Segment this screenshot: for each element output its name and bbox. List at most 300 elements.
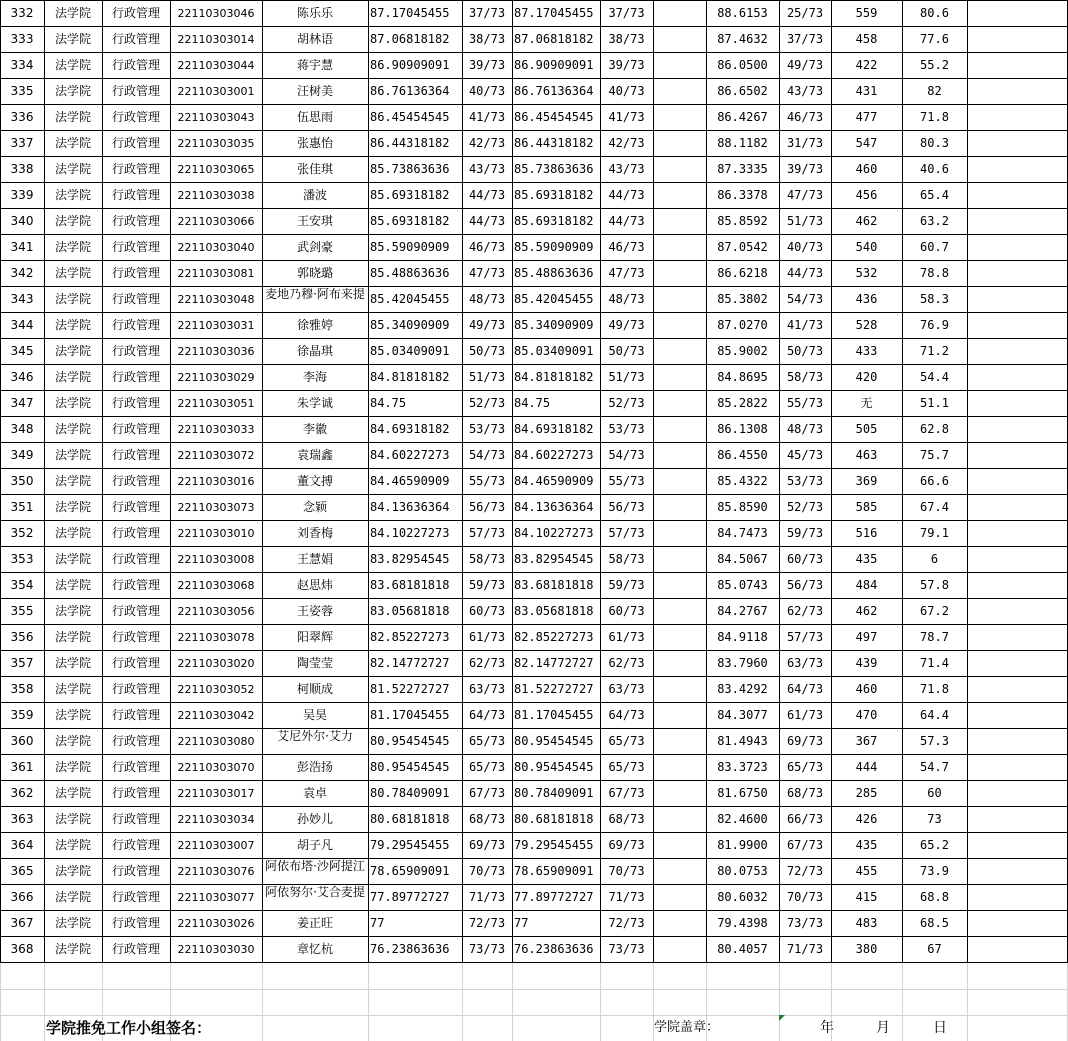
college-cell[interactable]: 法学院 (54, 396, 91, 410)
empty-cell[interactable] (967, 859, 1068, 885)
rank-2-cell[interactable]: 59/73 (608, 578, 645, 592)
rank-3-cell[interactable]: 43/73 (786, 84, 824, 98)
major-cell[interactable]: 行政管理 (111, 942, 160, 956)
rank-1-cell[interactable]: 49/73 (468, 318, 506, 332)
empty-cell[interactable] (967, 27, 1068, 53)
score-1-cell[interactable]: 85.42045455 (370, 292, 450, 306)
score-3-cell[interactable]: 84.9118 (717, 630, 768, 644)
blank-cell[interactable] (653, 443, 706, 469)
blank-cell[interactable] (653, 599, 706, 625)
row-number-cell[interactable]: 353 (10, 552, 34, 566)
student-id-cell[interactable]: 22110303001 (177, 85, 255, 98)
student-id-cell[interactable]: 22110303007 (177, 839, 255, 852)
empty-cell[interactable] (967, 157, 1068, 183)
score-2-cell[interactable]: 81.17045455 (514, 708, 594, 722)
score-1-cell[interactable]: 85.73863636 (370, 162, 450, 176)
extra-score-cell[interactable]: 66.6 (920, 474, 949, 488)
cet-score-cell[interactable]: 528 (855, 318, 878, 332)
name-cell[interactable]: 武剑豪 (296, 240, 333, 254)
major-cell[interactable]: 行政管理 (111, 760, 160, 774)
blank-cell[interactable] (653, 235, 706, 261)
major-cell[interactable]: 行政管理 (111, 422, 160, 436)
rank-3-cell[interactable]: 61/73 (786, 708, 824, 722)
student-id-cell[interactable]: 22110303051 (177, 397, 255, 410)
score-2-cell[interactable]: 82.14772727 (514, 656, 594, 670)
college-cell[interactable]: 法学院 (54, 786, 91, 800)
score-2-cell[interactable]: 85.34090909 (514, 318, 594, 332)
score-1-cell[interactable]: 83.82954545 (370, 552, 450, 566)
cet-score-cell[interactable]: 477 (855, 110, 878, 124)
row-number-cell[interactable]: 340 (10, 214, 34, 228)
college-cell[interactable]: 法学院 (54, 656, 91, 670)
score-1-cell[interactable]: 78.65909091 (370, 864, 450, 878)
row-number-cell[interactable]: 360 (10, 734, 34, 748)
rank-1-cell[interactable]: 73/73 (468, 942, 506, 956)
row-number-cell[interactable]: 356 (10, 630, 34, 644)
major-cell[interactable]: 行政管理 (111, 734, 160, 748)
score-2-cell[interactable]: 78.65909091 (514, 864, 594, 878)
rank-3-cell[interactable]: 37/73 (786, 32, 824, 46)
name-cell[interactable]: 潘波 (302, 188, 327, 202)
score-1-cell[interactable]: 80.78409091 (370, 786, 450, 800)
empty-cell[interactable] (967, 261, 1068, 287)
score-2-cell[interactable]: 80.78409091 (514, 786, 594, 800)
row-number-cell[interactable]: 349 (10, 448, 34, 462)
extra-score-cell[interactable]: 79.1 (920, 526, 949, 540)
score-1-cell[interactable]: 80.68181818 (370, 812, 450, 826)
name-cell[interactable]: 伍思雨 (296, 110, 333, 124)
rank-1-cell[interactable]: 42/73 (468, 136, 506, 150)
college-cell[interactable]: 法学院 (54, 136, 91, 150)
rank-3-cell[interactable]: 40/73 (786, 240, 824, 254)
college-cell[interactable]: 法学院 (54, 474, 91, 488)
major-cell[interactable]: 行政管理 (111, 136, 160, 150)
college-cell[interactable]: 法学院 (54, 240, 91, 254)
name-cell[interactable]: 麦地乃穆·阿布来提 (265, 287, 365, 301)
score-3-cell[interactable]: 88.1182 (717, 136, 768, 150)
empty-cell[interactable] (967, 937, 1068, 963)
major-cell[interactable]: 行政管理 (111, 812, 160, 826)
row-number-cell[interactable]: 366 (10, 890, 34, 904)
score-1-cell[interactable]: 85.69318182 (370, 188, 450, 202)
empty-cell[interactable] (967, 703, 1068, 729)
student-id-cell[interactable]: 22110303042 (177, 709, 255, 722)
college-cell[interactable]: 法学院 (54, 370, 91, 384)
rank-3-cell[interactable]: 69/73 (786, 734, 824, 748)
major-cell[interactable]: 行政管理 (111, 344, 160, 358)
score-1-cell[interactable]: 86.90909091 (370, 58, 450, 72)
empty-cell[interactable] (967, 599, 1068, 625)
score-2-cell[interactable]: 84.69318182 (514, 422, 594, 436)
college-cell[interactable]: 法学院 (54, 162, 91, 176)
extra-score-cell[interactable]: 75.7 (920, 448, 949, 462)
empty-cell[interactable] (967, 209, 1068, 235)
row-number-cell[interactable]: 355 (10, 604, 34, 618)
cet-score-cell[interactable]: 559 (855, 6, 878, 20)
score-2-cell[interactable]: 86.76136364 (514, 84, 594, 98)
cet-score-cell[interactable]: 433 (855, 344, 878, 358)
blank-cell[interactable] (653, 105, 706, 131)
cet-score-cell[interactable]: 369 (855, 474, 878, 488)
name-cell[interactable]: 徐雅婷 (296, 318, 333, 332)
score-2-cell[interactable]: 83.68181818 (514, 578, 594, 592)
empty-cell[interactable] (967, 235, 1068, 261)
major-cell[interactable]: 行政管理 (111, 32, 160, 46)
score-1-cell[interactable]: 85.48863636 (370, 266, 450, 280)
student-id-cell[interactable]: 22110303038 (177, 189, 255, 202)
name-cell[interactable]: 彭浩扬 (296, 760, 333, 774)
rank-3-cell[interactable]: 47/73 (786, 188, 824, 202)
score-2-cell[interactable]: 83.82954545 (514, 552, 594, 566)
extra-score-cell[interactable]: 54.4 (920, 370, 949, 384)
score-1-cell[interactable]: 85.03409091 (370, 344, 450, 358)
college-cell[interactable]: 法学院 (54, 32, 91, 46)
rank-1-cell[interactable]: 53/73 (468, 422, 506, 436)
row-number-cell[interactable]: 338 (10, 162, 34, 176)
name-cell[interactable]: 陈乐乐 (296, 6, 333, 20)
score-1-cell[interactable]: 80.95454545 (370, 760, 450, 774)
empty-cell[interactable] (967, 417, 1068, 443)
student-id-cell[interactable]: 22110303044 (177, 59, 255, 72)
rank-2-cell[interactable]: 49/73 (608, 318, 645, 332)
rank-3-cell[interactable]: 50/73 (786, 344, 824, 358)
cet-score-cell[interactable]: 426 (855, 812, 878, 826)
college-cell[interactable]: 法学院 (54, 344, 91, 358)
row-number-cell[interactable]: 346 (10, 370, 34, 384)
cet-score-cell[interactable]: 497 (855, 630, 878, 644)
name-cell[interactable]: 陶莹莹 (296, 656, 333, 670)
rank-3-cell[interactable]: 70/73 (786, 890, 824, 904)
major-cell[interactable]: 行政管理 (111, 656, 160, 670)
cet-score-cell[interactable]: 415 (855, 890, 878, 904)
blank-cell[interactable] (653, 573, 706, 599)
score-1-cell[interactable]: 79.29545455 (370, 838, 450, 852)
major-cell[interactable]: 行政管理 (111, 240, 160, 254)
blank-cell[interactable] (653, 261, 706, 287)
name-cell[interactable]: 胡子凡 (296, 838, 333, 852)
name-cell[interactable]: 朱学诚 (296, 396, 333, 410)
score-1-cell[interactable]: 84.46590909 (370, 474, 450, 488)
blank-cell[interactable] (653, 521, 706, 547)
empty-cell[interactable] (967, 53, 1068, 79)
rank-3-cell[interactable]: 55/73 (786, 396, 824, 410)
row-number-cell[interactable]: 359 (10, 708, 34, 722)
rank-3-cell[interactable]: 73/73 (786, 916, 824, 930)
major-cell[interactable]: 行政管理 (111, 630, 160, 644)
student-id-cell[interactable]: 22110303035 (177, 137, 255, 150)
score-3-cell[interactable]: 83.4292 (717, 682, 768, 696)
rank-1-cell[interactable]: 70/73 (468, 864, 506, 878)
rank-1-cell[interactable]: 54/73 (468, 448, 506, 462)
blank-cell[interactable] (653, 625, 706, 651)
college-cell[interactable]: 法学院 (54, 448, 91, 462)
rank-1-cell[interactable]: 58/73 (468, 552, 506, 566)
extra-score-cell[interactable]: 80.6 (920, 6, 949, 20)
rank-2-cell[interactable]: 64/73 (608, 708, 645, 722)
rank-2-cell[interactable]: 62/73 (608, 656, 645, 670)
rank-2-cell[interactable]: 44/73 (608, 214, 645, 228)
rank-2-cell[interactable]: 55/73 (608, 474, 645, 488)
score-3-cell[interactable]: 86.6218 (717, 266, 768, 280)
rank-1-cell[interactable]: 60/73 (468, 604, 506, 618)
score-3-cell[interactable]: 86.3378 (717, 188, 768, 202)
rank-1-cell[interactable]: 68/73 (468, 812, 506, 826)
cet-score-cell[interactable]: 435 (855, 838, 878, 852)
college-cell[interactable]: 法学院 (54, 500, 91, 514)
score-2-cell[interactable]: 87.17045455 (514, 6, 594, 20)
score-3-cell[interactable]: 86.1308 (717, 422, 768, 436)
empty-cell[interactable] (967, 807, 1068, 833)
extra-score-cell[interactable]: 60 (927, 786, 942, 800)
cet-score-cell[interactable]: 460 (855, 682, 878, 696)
major-cell[interactable]: 行政管理 (111, 682, 160, 696)
score-3-cell[interactable]: 80.6032 (717, 890, 768, 904)
college-cell[interactable]: 法学院 (54, 760, 91, 774)
score-1-cell[interactable]: 85.59090909 (370, 240, 450, 254)
extra-score-cell[interactable]: 65.4 (920, 188, 949, 202)
name-cell[interactable]: 张惠怡 (296, 136, 333, 150)
major-cell[interactable]: 行政管理 (111, 864, 160, 878)
score-2-cell[interactable]: 81.52272727 (514, 682, 594, 696)
student-id-cell[interactable]: 22110303040 (177, 241, 255, 254)
cet-score-cell[interactable]: 505 (855, 422, 878, 436)
row-number-cell[interactable]: 332 (10, 6, 34, 20)
cet-score-cell[interactable]: 435 (855, 552, 878, 566)
rank-2-cell[interactable]: 44/73 (608, 188, 645, 202)
extra-score-cell[interactable]: 78.8 (920, 266, 949, 280)
rank-3-cell[interactable]: 68/73 (786, 786, 824, 800)
rank-3-cell[interactable]: 48/73 (786, 422, 824, 436)
row-number-cell[interactable]: 337 (10, 136, 34, 150)
empty-cell[interactable] (967, 885, 1068, 911)
student-id-cell[interactable]: 22110303081 (177, 267, 255, 280)
cet-score-cell[interactable]: 484 (855, 578, 878, 592)
cet-score-cell[interactable]: 285 (855, 786, 878, 800)
rank-1-cell[interactable]: 61/73 (468, 630, 506, 644)
score-2-cell[interactable]: 86.45454545 (514, 110, 594, 124)
score-2-cell[interactable]: 82.85227273 (514, 630, 594, 644)
rank-3-cell[interactable]: 52/73 (786, 500, 824, 514)
extra-score-cell[interactable]: 73 (927, 812, 942, 826)
rank-3-cell[interactable]: 65/73 (786, 760, 824, 774)
cet-score-cell[interactable]: 540 (855, 240, 878, 254)
blank-cell[interactable] (653, 469, 706, 495)
cet-score-cell[interactable]: 420 (855, 370, 878, 384)
rank-1-cell[interactable]: 72/73 (468, 916, 506, 930)
rank-2-cell[interactable]: 57/73 (608, 526, 645, 540)
rank-1-cell[interactable]: 52/73 (468, 396, 506, 410)
student-id-cell[interactable]: 22110303080 (177, 735, 255, 748)
major-cell[interactable]: 行政管理 (111, 370, 160, 384)
score-1-cell[interactable]: 87.17045455 (370, 6, 450, 20)
name-cell[interactable]: 袁卓 (302, 786, 327, 800)
major-cell[interactable]: 行政管理 (111, 266, 160, 280)
score-1-cell[interactable]: 85.69318182 (370, 214, 450, 228)
score-3-cell[interactable]: 85.3802 (717, 292, 768, 306)
student-id-cell[interactable]: 22110303034 (177, 813, 255, 826)
score-2-cell[interactable]: 85.48863636 (514, 266, 594, 280)
rank-2-cell[interactable]: 50/73 (608, 344, 645, 358)
score-3-cell[interactable]: 85.8592 (717, 214, 768, 228)
college-cell[interactable]: 法学院 (54, 552, 91, 566)
major-cell[interactable]: 行政管理 (111, 448, 160, 462)
row-number-cell[interactable]: 339 (10, 188, 34, 202)
major-cell[interactable]: 行政管理 (111, 6, 160, 20)
blank-cell[interactable] (653, 703, 706, 729)
rank-1-cell[interactable]: 59/73 (468, 578, 506, 592)
row-number-cell[interactable]: 335 (10, 84, 34, 98)
score-2-cell[interactable]: 84.75 (514, 396, 551, 410)
extra-score-cell[interactable]: 71.8 (920, 682, 949, 696)
score-1-cell[interactable]: 83.68181818 (370, 578, 450, 592)
rank-2-cell[interactable]: 52/73 (608, 396, 645, 410)
rank-2-cell[interactable]: 48/73 (608, 292, 645, 306)
rank-1-cell[interactable]: 50/73 (468, 344, 506, 358)
blank-cell[interactable] (653, 651, 706, 677)
score-3-cell[interactable]: 83.7960 (717, 656, 768, 670)
rank-3-cell[interactable]: 44/73 (786, 266, 824, 280)
extra-score-cell[interactable]: 77.6 (920, 32, 949, 46)
score-3-cell[interactable]: 87.0542 (717, 240, 768, 254)
score-1-cell[interactable]: 83.05681818 (370, 604, 450, 618)
score-3-cell[interactable]: 82.4600 (717, 812, 768, 826)
rank-3-cell[interactable]: 49/73 (786, 58, 824, 72)
rank-1-cell[interactable]: 55/73 (468, 474, 506, 488)
name-cell[interactable]: 艾尼外尔·艾力 (277, 729, 353, 743)
name-cell[interactable]: 孙妙儿 (296, 812, 333, 826)
major-cell[interactable]: 行政管理 (111, 162, 160, 176)
name-cell[interactable]: 李徽 (302, 422, 327, 436)
name-cell[interactable]: 柯顺成 (296, 682, 333, 696)
college-cell[interactable]: 法学院 (54, 734, 91, 748)
blank-cell[interactable] (653, 417, 706, 443)
rank-3-cell[interactable]: 25/73 (786, 6, 824, 20)
score-1-cell[interactable]: 82.85227273 (370, 630, 450, 644)
blank-cell[interactable] (653, 755, 706, 781)
college-cell[interactable]: 法学院 (54, 708, 91, 722)
score-3-cell[interactable]: 85.2822 (717, 396, 768, 410)
college-cell[interactable]: 法学院 (54, 682, 91, 696)
blank-cell[interactable] (653, 1, 706, 27)
name-cell[interactable]: 郭晓璐 (296, 266, 333, 280)
blank-cell[interactable] (653, 885, 706, 911)
empty-cell[interactable] (967, 833, 1068, 859)
score-1-cell[interactable]: 86.76136364 (370, 84, 450, 98)
rank-2-cell[interactable]: 70/73 (608, 864, 645, 878)
score-3-cell[interactable]: 86.4550 (717, 448, 768, 462)
student-id-cell[interactable]: 22110303073 (177, 501, 255, 514)
rank-2-cell[interactable]: 54/73 (608, 448, 645, 462)
cet-score-cell[interactable]: 463 (855, 448, 878, 462)
rank-2-cell[interactable]: 71/73 (608, 890, 645, 904)
cet-score-cell[interactable]: 367 (855, 734, 878, 748)
blank-cell[interactable] (653, 807, 706, 833)
student-id-cell[interactable]: 22110303048 (177, 293, 255, 306)
blank-cell[interactable] (653, 859, 706, 885)
extra-score-cell[interactable]: 82 (927, 84, 942, 98)
college-cell[interactable]: 法学院 (54, 422, 91, 436)
college-cell[interactable]: 法学院 (54, 110, 91, 124)
rank-1-cell[interactable]: 41/73 (468, 110, 506, 124)
row-number-cell[interactable]: 333 (10, 32, 34, 46)
extra-score-cell[interactable]: 60.7 (920, 240, 949, 254)
empty-cell[interactable] (967, 287, 1068, 313)
rank-3-cell[interactable]: 51/73 (786, 214, 824, 228)
cet-score-cell[interactable]: 455 (855, 864, 878, 878)
score-1-cell[interactable]: 77.89772727 (370, 890, 450, 904)
rank-1-cell[interactable]: 40/73 (468, 84, 506, 98)
rank-1-cell[interactable]: 48/73 (468, 292, 506, 306)
name-cell[interactable]: 刘香梅 (296, 526, 333, 540)
student-id-cell[interactable]: 22110303008 (177, 553, 255, 566)
score-2-cell[interactable]: 76.23863636 (514, 942, 594, 956)
extra-score-cell[interactable]: 67.4 (920, 500, 949, 514)
blank-cell[interactable] (653, 287, 706, 313)
rank-2-cell[interactable]: 47/73 (608, 266, 645, 280)
extra-score-cell[interactable]: 57.8 (920, 578, 949, 592)
rank-2-cell[interactable]: 61/73 (608, 630, 645, 644)
score-3-cell[interactable]: 86.6502 (717, 84, 768, 98)
rank-2-cell[interactable]: 51/73 (608, 370, 645, 384)
student-id-cell[interactable]: 22110303072 (177, 449, 255, 462)
score-2-cell[interactable]: 77.89772727 (514, 890, 594, 904)
major-cell[interactable]: 行政管理 (111, 604, 160, 618)
blank-cell[interactable] (653, 209, 706, 235)
score-3-cell[interactable]: 84.7473 (717, 526, 768, 540)
rank-3-cell[interactable]: 72/73 (786, 864, 824, 878)
college-cell[interactable]: 法学院 (54, 526, 91, 540)
major-cell[interactable]: 行政管理 (111, 318, 160, 332)
extra-score-cell[interactable]: 80.3 (920, 136, 949, 150)
extra-score-cell[interactable]: 78.7 (920, 630, 949, 644)
rank-1-cell[interactable]: 38/73 (468, 32, 506, 46)
rank-1-cell[interactable]: 37/73 (468, 6, 506, 20)
name-cell[interactable]: 蒋宇慧 (296, 58, 333, 72)
student-id-cell[interactable]: 22110303016 (177, 475, 255, 488)
score-3-cell[interactable]: 79.4398 (717, 916, 768, 930)
blank-cell[interactable] (653, 339, 706, 365)
name-cell[interactable]: 王安琪 (296, 214, 333, 228)
score-2-cell[interactable]: 87.06818182 (514, 32, 594, 46)
student-id-cell[interactable]: 22110303026 (177, 917, 255, 930)
score-3-cell[interactable]: 83.3723 (717, 760, 768, 774)
row-number-cell[interactable]: 344 (10, 318, 34, 332)
major-cell[interactable]: 行政管理 (111, 552, 160, 566)
student-id-cell[interactable]: 22110303065 (177, 163, 255, 176)
extra-score-cell[interactable]: 57.3 (920, 734, 949, 748)
row-number-cell[interactable]: 363 (10, 812, 34, 826)
rank-2-cell[interactable]: 43/73 (608, 162, 645, 176)
row-number-cell[interactable]: 343 (10, 292, 34, 306)
name-cell[interactable]: 吴昊 (302, 708, 327, 722)
score-1-cell[interactable]: 84.13636364 (370, 500, 450, 514)
rank-3-cell[interactable]: 56/73 (786, 578, 824, 592)
score-1-cell[interactable]: 77 (370, 916, 385, 930)
college-cell[interactable]: 法学院 (54, 812, 91, 826)
rank-1-cell[interactable]: 51/73 (468, 370, 506, 384)
student-id-cell[interactable]: 22110303031 (177, 319, 255, 332)
rank-1-cell[interactable]: 69/73 (468, 838, 506, 852)
score-2-cell[interactable]: 84.46590909 (514, 474, 594, 488)
cet-score-cell[interactable]: 470 (855, 708, 878, 722)
empty-cell[interactable] (967, 521, 1068, 547)
score-2-cell[interactable]: 86.44318182 (514, 136, 594, 150)
rank-2-cell[interactable]: 60/73 (608, 604, 645, 618)
rank-2-cell[interactable]: 53/73 (608, 422, 645, 436)
score-2-cell[interactable]: 85.59090909 (514, 240, 594, 254)
student-id-cell[interactable]: 22110303010 (177, 527, 255, 540)
score-2-cell[interactable]: 85.69318182 (514, 188, 594, 202)
